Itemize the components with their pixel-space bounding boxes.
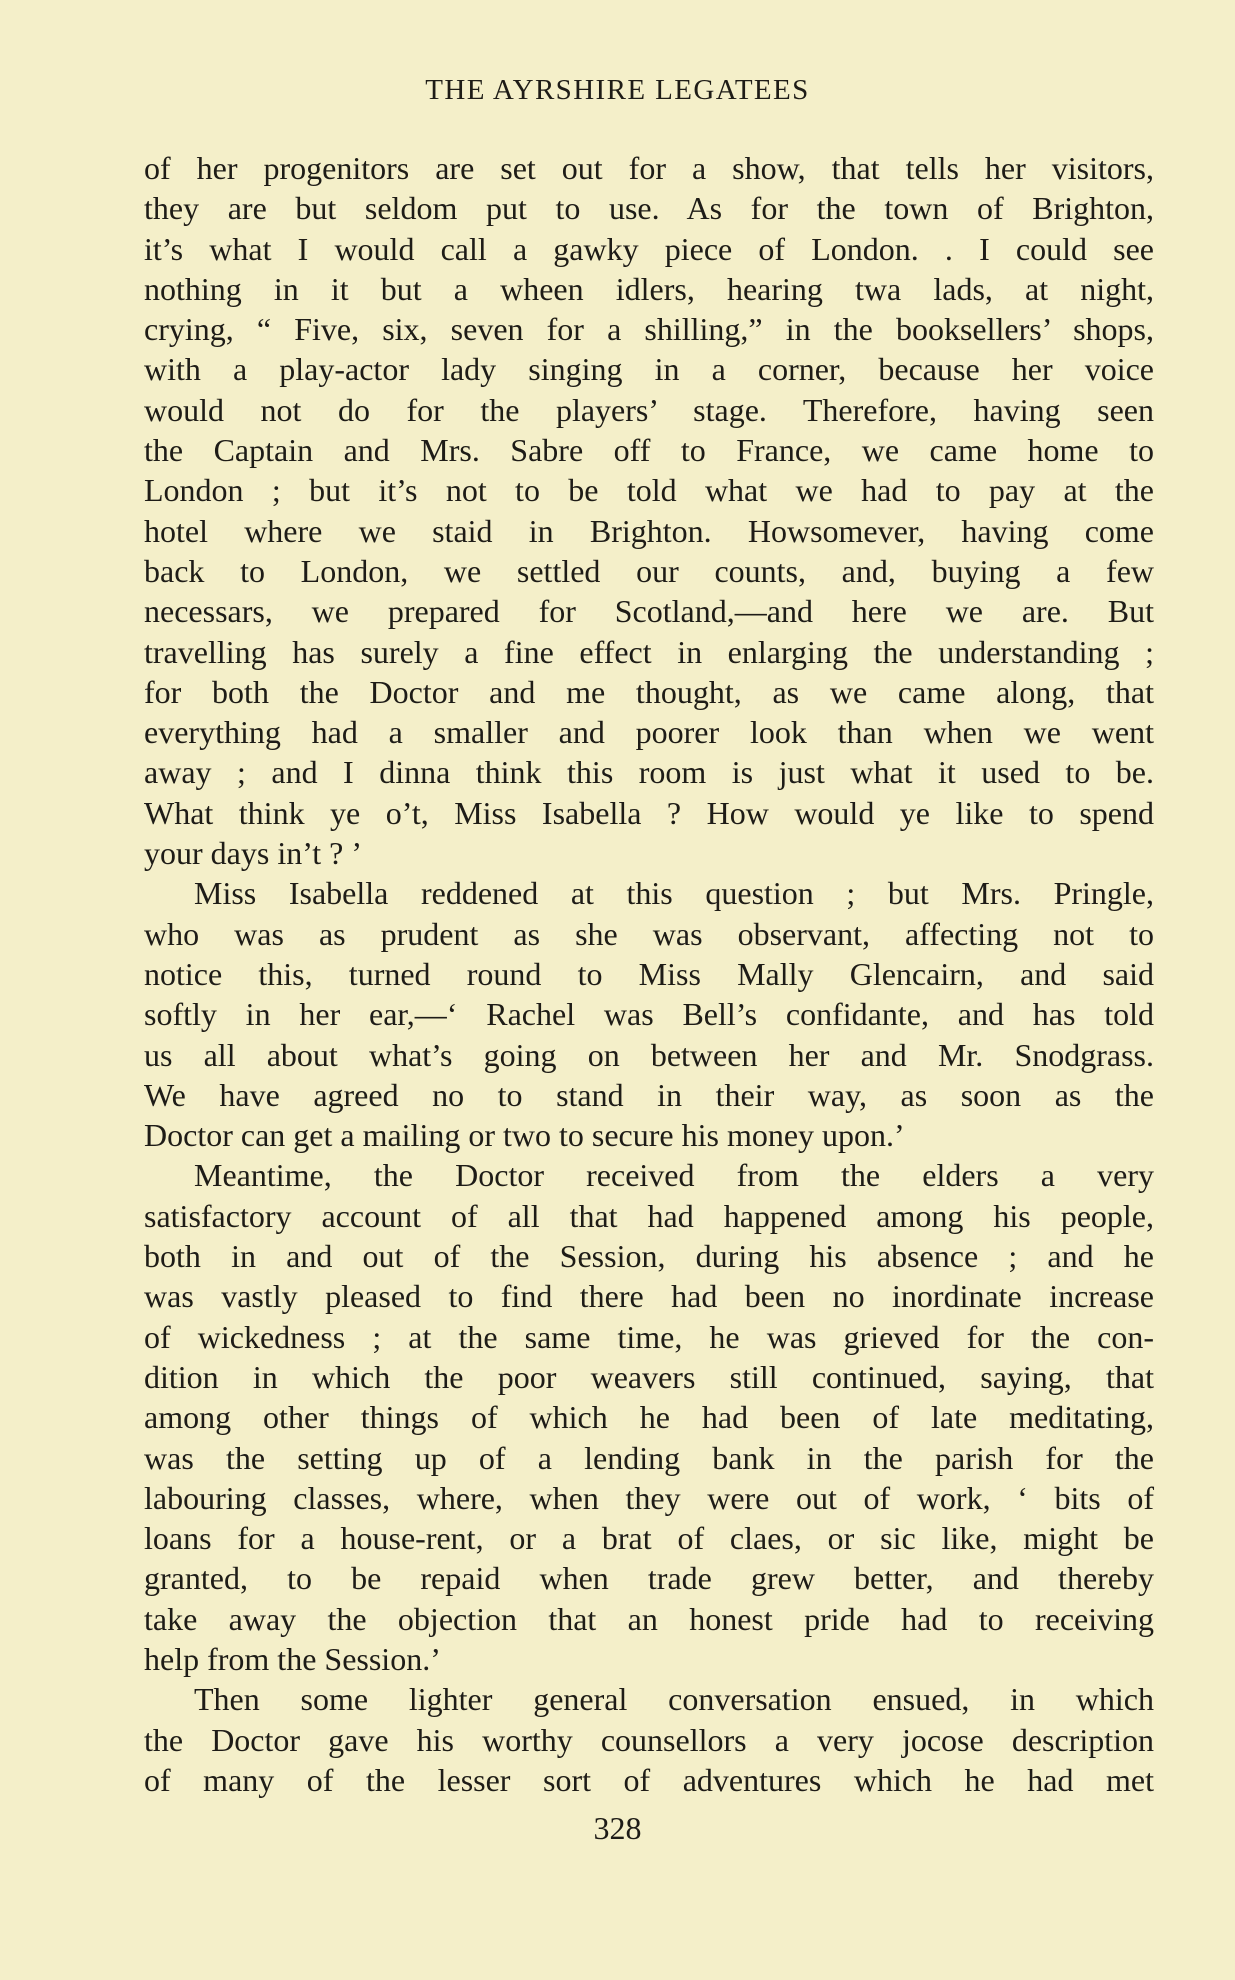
text-line: What think ye o’t, Miss Isabella ? How would ye like to spend [144,794,1154,831]
text-line: granted, to be repaid when trade grew better, and thereby [144,1560,1154,1597]
text-line: travelling has surely a fine effect in enlarging the understanding ; [144,633,1154,670]
body-text [144,148,1154,1800]
running-head: THE AYRSHIRE LEGATEES [425,74,810,106]
text-line: the Captain and Mrs. Sabre off to France, we came home to [144,432,1154,469]
text-line: crying, “ Five, six, seven for a shilling,” in the booksellers’ shops, [144,311,1154,348]
text-line: take away the objection that an honest pride had to receiving [144,1600,1154,1637]
text-line: everything had a smaller and poorer look than when we went [144,714,1154,751]
text-line: dition in which the poor weavers still continued, saying, that [144,1358,1154,1395]
text-line: Then some lighter general conversation ensued, in which [194,1681,1154,1718]
text-line: of many of the lesser sort of adventures which he had met [144,1761,1154,1798]
text-line: was vastly pleased to find there had been no inordinate increase [144,1278,1154,1315]
text-line: London ; but it’s not to be told what we had to pay at the [144,472,1154,509]
text-line: Doctor can get a mailing or two to secure his money upon.’ [144,1117,905,1154]
text-line: labouring classes, where, when they were out of work, ‘ bits of [144,1479,1154,1516]
text-line: the Doctor gave his worthy counsellors a very jocose description [144,1721,1154,1758]
text-line: hotel where we staid in Brighton. Howsomever, having come [144,512,1154,549]
text-line: Meantime, the Doctor received from the elders a very [194,1157,1154,1194]
text-line: with a play-actor lady singing in a corner, because her voice [144,351,1154,388]
text-line: for both the Doctor and me thought, as we came along, that [144,673,1154,710]
text-line: us all about what’s going on between her and Mr. Snodgrass. [144,1036,1154,1073]
text-line: notice this, turned round to Miss Mally Glencairn, and said [144,955,1154,992]
text-line: it’s what I would call a gawky piece of London. . I could see [144,230,1154,267]
text-line: among other things of which he had been of late meditating, [144,1399,1154,1436]
text-line: softly in her ear,—‘ Rachel was Bell’s confidante, and has told [144,996,1154,1033]
text-line: necessars, we prepared for Scotland,—and here we are. But [144,593,1154,630]
page-number: 328 [593,1810,642,1846]
text-line: both in and out of the Session, during his absence ; and he [144,1238,1154,1275]
text-line: would not do for the players’ stage. Therefore, having seen [144,391,1154,428]
text-line: of her progenitors are set out for a show, that tells her visitors, [144,150,1154,186]
text-line: your days in’t ? ’ [144,835,363,872]
text-line: nothing in it but a wheen idlers, hearing twa lads, at night, [144,270,1154,307]
text-line: who was as prudent as she was observant, affecting not to [144,915,1154,952]
text-line: back to London, we settled our counts, and, buying a few [144,552,1154,589]
text-line: was the setting up of a lending bank in the parish for the [144,1439,1154,1476]
text-line: loans for a house-rent, or a brat of claes, or sic like, might be [144,1520,1154,1557]
text-line: satisfactory account of all that had happened among his people, [144,1197,1154,1234]
text-line: they are but seldom put to use. As for the town of Brighton, [144,190,1154,227]
text-line: help from the Session.’ [144,1640,441,1677]
text-line: away ; and I dinna think this room is just what it used to be. [144,754,1154,791]
text-line: Miss Isabella reddened at this question ; but Mrs. Pringle, [194,875,1154,912]
text-line: of wickedness ; at the same time, he was grieved for the con- [144,1318,1154,1355]
text-line: We have agreed no to stand in their way, as soon as the [144,1076,1154,1113]
